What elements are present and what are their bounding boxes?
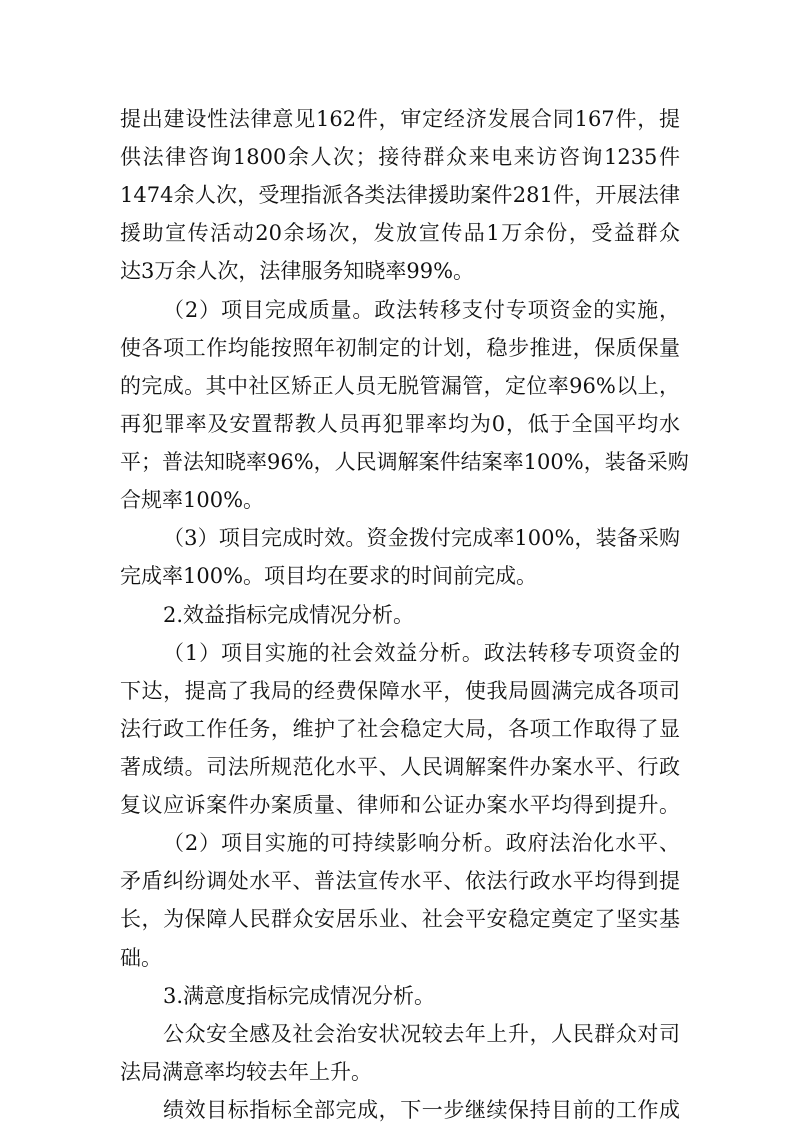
- paragraph-heading-quality: （2）项目完成质量。政法转移支付专项资金的实施，: [163, 298, 680, 322]
- body-text-line: 著成绩。司法所规范化水平、人民调解案件办案水平、行政: [120, 755, 680, 779]
- section-heading-satisfaction: 3.满意度指标完成情况分析。: [163, 984, 436, 1008]
- body-text-line: 下达，提高了我局的经费保障水平，使我局圆满完成各项司: [120, 679, 680, 703]
- body-text-line: 供法律咨询1800余人次；接待群众来电来访咨询1235件: [120, 145, 680, 169]
- body-text-line: 完成率100%。项目均在要求的时间前完成。: [120, 564, 538, 588]
- body-text-line: 平；普法知晓率96%，人民调解案件结案率100%，装备采购: [120, 450, 689, 474]
- body-text-line: 合规率100%。: [120, 488, 265, 512]
- body-text-line: 法局满意率均较去年上升。: [120, 1060, 372, 1084]
- paragraph-heading-timeliness: （3）项目完成时效。资金拨付完成率100%，装备采购: [163, 526, 680, 550]
- paragraph-heading-sustainability: （2）项目实施的可持续影响分析。政府法治化水平、: [163, 831, 680, 855]
- body-text-line: 绩效目标指标全部完成，下一步继续保持目前的工作成: [163, 1098, 680, 1122]
- body-text-line: 援助宣传活动20余场次，发放宣传品1万余份，受益群众: [120, 221, 680, 245]
- body-text-line: 公众安全感及社会治安状况较去年上升，人民群众对司: [163, 1022, 680, 1046]
- body-text-line: 的完成。其中社区矫正人员无脱管漏管，定位率96%以上，: [120, 374, 680, 398]
- body-text-line: 再犯罪率及安置帮教人员再犯罪率均为0，低于全国平均水: [120, 412, 680, 436]
- body-text-line: 法行政工作任务，维护了社会稳定大局，各项工作取得了显: [120, 717, 680, 741]
- body-text-line: 矛盾纠纷调处水平、普法宣传水平、依法行政水平均得到提: [120, 869, 680, 893]
- body-text-line: 长，为保障人民群众安居乐业、社会平安稳定奠定了坚实基: [120, 907, 680, 931]
- body-text-line: 使各项工作均能按照年初制定的计划，稳步推进，保质保量: [120, 336, 680, 360]
- paragraph-heading-social-benefit: （1）项目实施的社会效益分析。政法转移专项资金的: [163, 641, 680, 665]
- body-text-line: 础。: [120, 946, 162, 970]
- body-text-line: 达3万余人次，法律服务知晓率99%。: [120, 259, 475, 283]
- body-text-line: 提出建设性法律意见162件，审定经济发展合同167件，提: [120, 107, 680, 131]
- body-text-line: 复议应诉案件办案质量、律师和公证办案水平均得到提升。: [120, 793, 680, 817]
- body-text-line: 1474余人次，受理指派各类法律援助案件281件，开展法律: [120, 183, 680, 207]
- section-heading-benefit: 2.效益指标完成情况分析。: [163, 603, 415, 627]
